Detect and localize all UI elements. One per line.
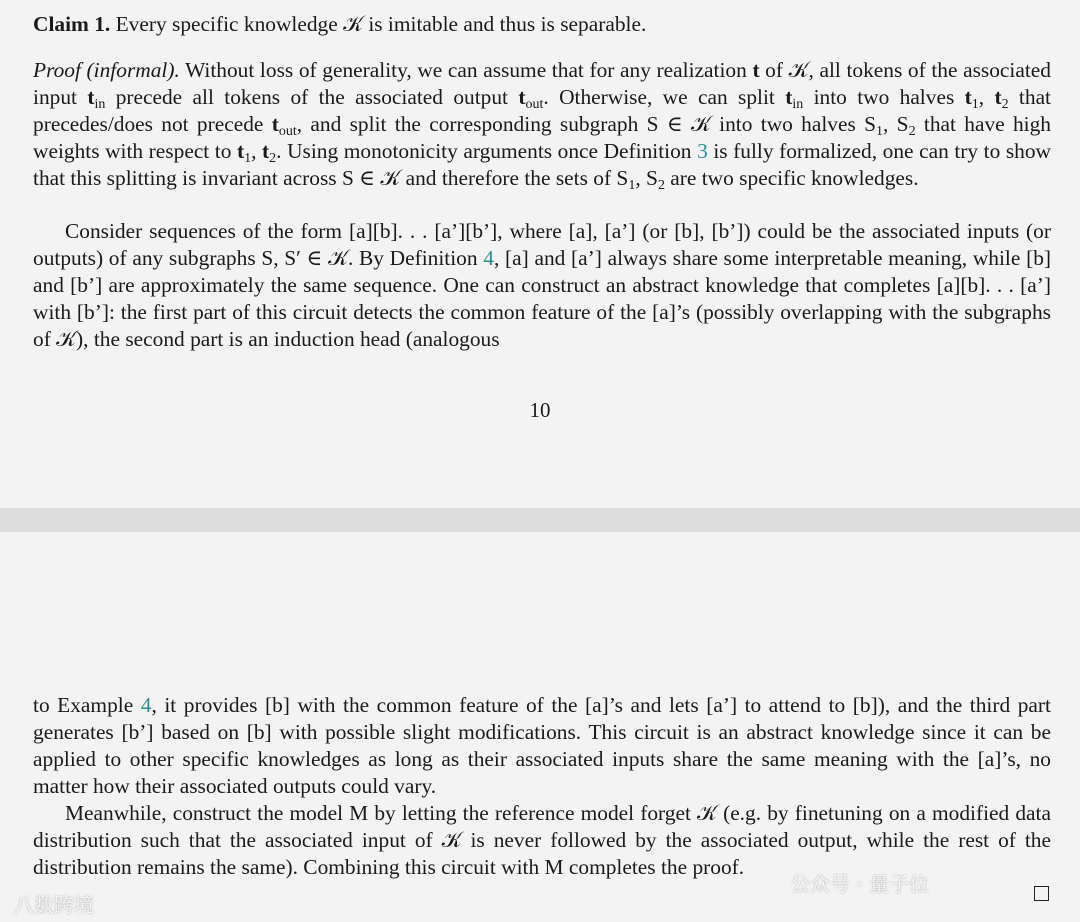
definition-3-link[interactable]: 3	[697, 139, 708, 163]
math-t: t	[271, 112, 279, 136]
math-sub-out: out	[278, 124, 297, 139]
para3-text: , it provides [b] with the common feature of the [a]’s and lets [a’] to attend to [b]), and the third part generates [b’] based on [b] with possible slight modifications. This circuit is an abstract knowledge since it can be applied to other specific knowledges as long as their associated inputs share the same meaning with the [a]’s, no matter how their associated outputs could vary.	[33, 693, 1051, 798]
proof-paragraph: Proof (informal). Without loss of generality, we can assume that for any realization t of 𝒦, all tokens of the associated input $t_{in}$ precede all tokens of the associated output $t_{out}$. Otherwise, we can split $t_{in}$ into two halves $t_1$, $t_2$ that precedes/does not precede $t_{out}$, and split the corresponding subgraph S ∈ 𝒦 into two halves $S_1$, $S_2$ that have high weights with respect to $t_1$, $t_2$. Using monotonicity arguments once Definition 3 is fully formalized, one can try to show that this splitting is invariant across S ∈ 𝒦 and therefore the sets of $S_1$, $S_2$ are two specific knowledges.	[33, 58, 1052, 193]
watermark-left: 八数跨境	[14, 893, 94, 917]
consider-paragraph	[33, 218, 1051, 353]
proof-text: that have high weights with respect to	[33, 112, 1051, 163]
proof-label: Proof (informal).	[33, 58, 180, 82]
proof-text: . Otherwise, we can split	[543, 85, 786, 109]
math-t: t	[964, 85, 972, 109]
proof-text: that precedes/does not precede	[33, 85, 1051, 136]
proof-text: into two halves	[803, 85, 965, 109]
page-number: 10	[529, 398, 551, 422]
math-t: t	[785, 85, 793, 109]
watermark-right: 公众号 · 量子位	[790, 872, 930, 896]
math-t: t	[518, 85, 526, 109]
proof-text: precede all tokens of the associated output	[105, 85, 519, 109]
proof-text: . Using monotonicity arguments once Definition	[276, 139, 698, 163]
math-t: t	[752, 58, 760, 82]
proof-text: are two specific knowledges.	[664, 166, 919, 190]
claim-text: Every specific knowledge 𝒦 is imitable and thus is separable.	[115, 12, 647, 36]
math-t: t	[994, 85, 1002, 109]
math-t: t	[237, 139, 245, 163]
math-sub-in: in	[792, 97, 804, 112]
math-sub-in: in	[94, 97, 106, 112]
math-sub-out: out	[525, 97, 544, 112]
definition-4-link[interactable]: 4	[483, 246, 494, 270]
para4-text: Meanwhile, construct the model M by letting the reference model forget 𝒦 (e.g. by finetuning on a modified data distribution such that the associated input of 𝒦 is never followed by the associated output, while the rest of the distribution remains the same). Combining this circuit with M completes the proof.	[33, 801, 1051, 879]
math-t: t	[87, 85, 95, 109]
proof-text: is fully formalized, one can try to show that this splitting is invariant across S ∈ 𝒦 and therefore the sets of S	[33, 139, 1052, 190]
page-separator	[0, 508, 1080, 532]
para2-text: , [a] and [a’] always share some interpretable meaning, while [b] and [b’] are approximately the same sequence. One can construct an abstract knowledge that completes [a][b]. . . [a’] with [b’]: the first part of this circuit detects the common feature of the [a]’s (possibly overlapping with the subgraphs of 𝒦), the second part is an induction head (analogous	[33, 246, 1052, 351]
example-4-link[interactable]: 4	[140, 693, 152, 717]
para3-text: to Example	[33, 693, 141, 717]
math-t: t	[262, 139, 270, 163]
claim-paragraph	[33, 11, 1051, 38]
qed-square-icon	[1034, 886, 1049, 901]
example-paragraph	[33, 692, 1051, 800]
para2-text: Consider sequences of the form [a][b]. . . [a’][b’], where [a], [a’] (or [b], [b’]) could be the associated inputs (or outputs) of any subgraphs S, S′ ∈ 𝒦. By Definition	[33, 219, 1051, 270]
proof-text: of 𝒦, all tokens of the associated input	[33, 58, 1051, 109]
proof-text: , and split the corresponding subgraph S ∈ 𝒦 into two halves S	[296, 112, 877, 136]
proof-text: Without loss of generality, we can assume that for any realization	[185, 58, 753, 82]
claim-label: Claim 1.	[33, 12, 111, 36]
